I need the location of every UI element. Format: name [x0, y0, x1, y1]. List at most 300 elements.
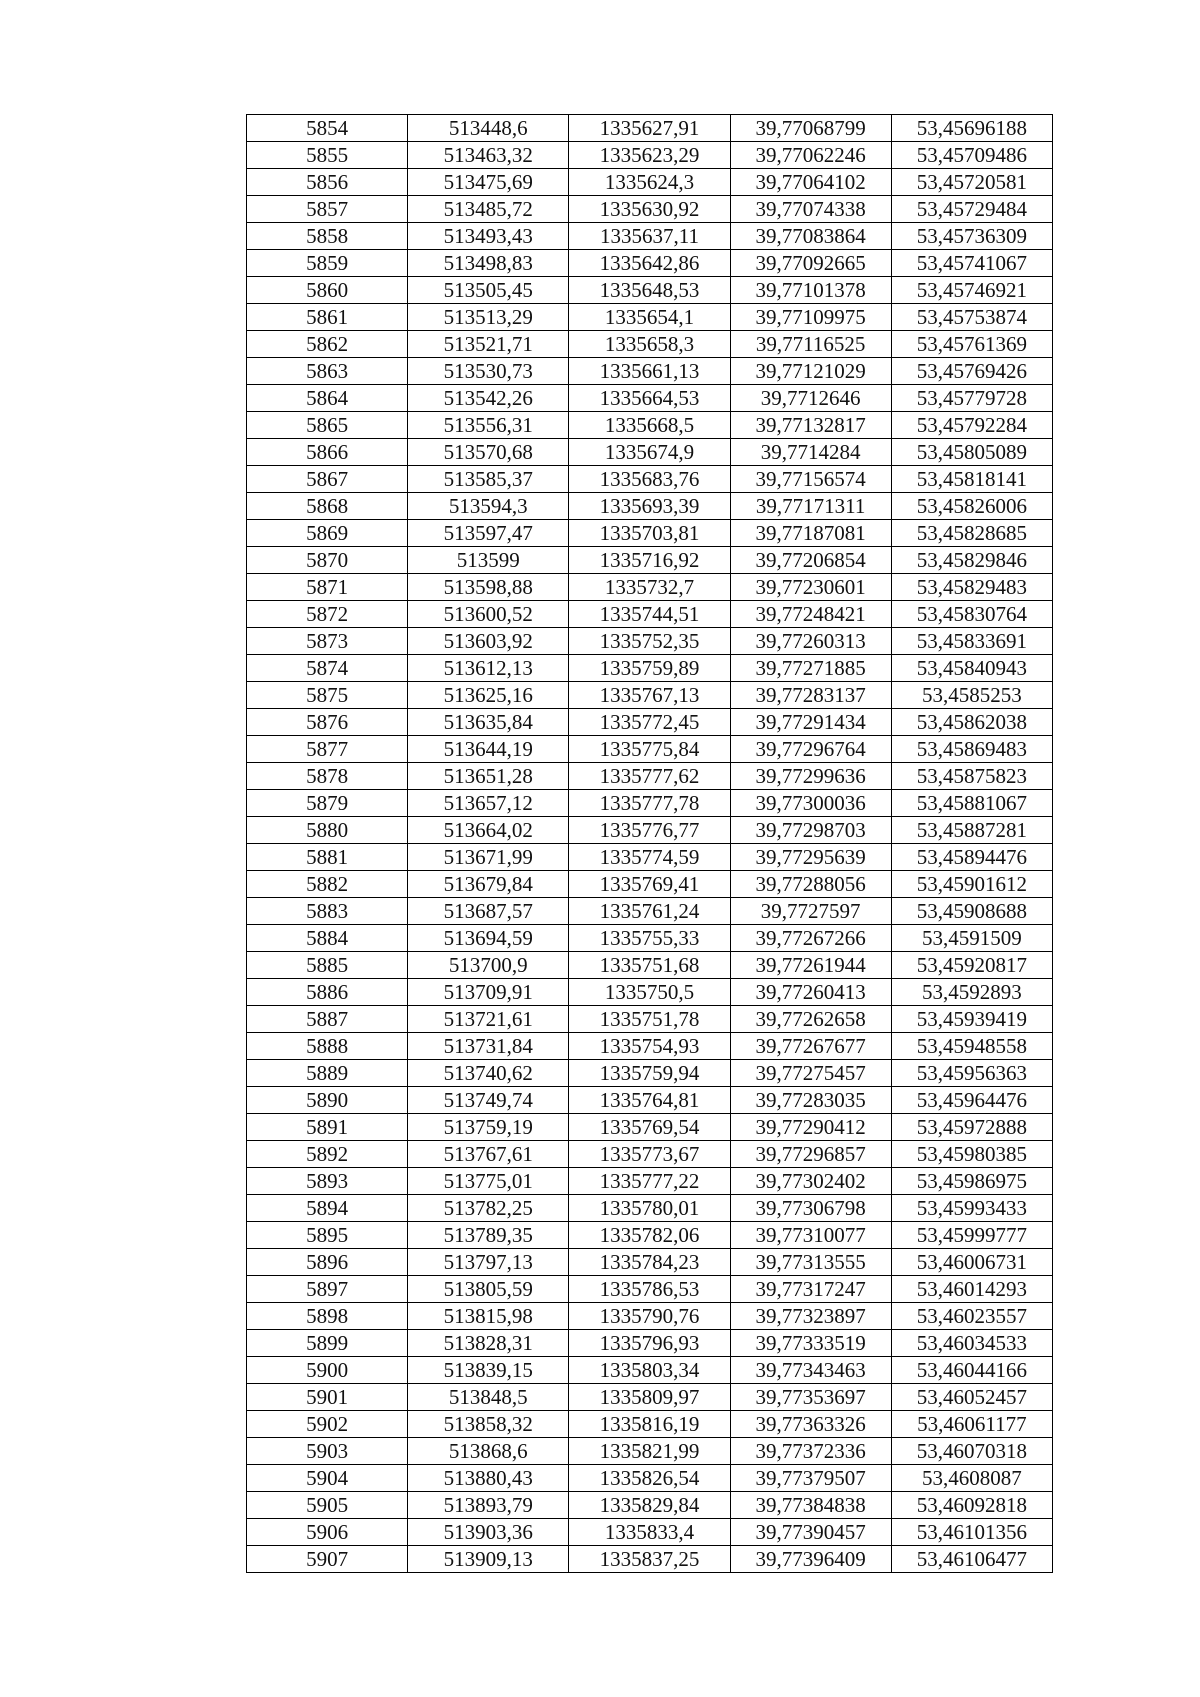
table-row	[247, 358, 1053, 385]
y-coordinate-cell: 1335654,1	[569, 304, 730, 331]
x-coordinate-cell: 513644,19	[408, 736, 569, 763]
x-coordinate-cell: 513868,6	[408, 1438, 569, 1465]
latitude-cell: 53,45993433	[891, 1195, 1052, 1222]
longitude-cell: 39,77288056	[730, 871, 891, 898]
y-coordinate-cell: 1335764,81	[569, 1087, 730, 1114]
point-number-cell: 5864	[247, 385, 408, 412]
latitude-cell: 53,45830764	[891, 601, 1052, 628]
latitude-cell: 53,45999777	[891, 1222, 1052, 1249]
point-number-cell: 5866	[247, 439, 408, 466]
x-coordinate-cell: 513635,84	[408, 709, 569, 736]
latitude-cell: 53,46061177	[891, 1411, 1052, 1438]
point-number-cell: 5876	[247, 709, 408, 736]
y-coordinate-cell: 1335668,5	[569, 412, 730, 439]
x-coordinate-cell: 513759,19	[408, 1114, 569, 1141]
latitude-cell: 53,4591509	[891, 925, 1052, 952]
y-coordinate-cell: 1335744,51	[569, 601, 730, 628]
table-row	[247, 952, 1053, 979]
point-number-cell: 5894	[247, 1195, 408, 1222]
latitude-cell: 53,4592893	[891, 979, 1052, 1006]
x-coordinate-cell: 513858,32	[408, 1411, 569, 1438]
table-row	[247, 1411, 1053, 1438]
table-row	[247, 1492, 1053, 1519]
table-row	[247, 1303, 1053, 1330]
longitude-cell: 39,77271885	[730, 655, 891, 682]
longitude-cell: 39,77261944	[730, 952, 891, 979]
x-coordinate-cell: 513603,92	[408, 628, 569, 655]
point-number-cell: 5870	[247, 547, 408, 574]
longitude-cell: 39,77283035	[730, 1087, 891, 1114]
latitude-cell: 53,45729484	[891, 196, 1052, 223]
latitude-cell: 53,4585253	[891, 682, 1052, 709]
x-coordinate-cell: 513530,73	[408, 358, 569, 385]
table-row	[247, 1384, 1053, 1411]
point-number-cell: 5860	[247, 277, 408, 304]
y-coordinate-cell: 1335796,93	[569, 1330, 730, 1357]
y-coordinate-cell: 1335623,29	[569, 142, 730, 169]
point-number-cell: 5891	[247, 1114, 408, 1141]
point-number-cell: 5895	[247, 1222, 408, 1249]
point-number-cell: 5907	[247, 1546, 408, 1573]
point-number-cell: 5880	[247, 817, 408, 844]
y-coordinate-cell: 1335751,68	[569, 952, 730, 979]
y-coordinate-cell: 1335661,13	[569, 358, 730, 385]
latitude-cell: 53,45769426	[891, 358, 1052, 385]
longitude-cell: 39,77291434	[730, 709, 891, 736]
point-number-cell: 5884	[247, 925, 408, 952]
longitude-cell: 39,77156574	[730, 466, 891, 493]
table-row	[247, 871, 1053, 898]
point-number-cell: 5899	[247, 1330, 408, 1357]
latitude-cell: 53,45829483	[891, 574, 1052, 601]
y-coordinate-cell: 1335767,13	[569, 682, 730, 709]
y-coordinate-cell: 1335784,23	[569, 1249, 730, 1276]
x-coordinate-cell: 513694,59	[408, 925, 569, 952]
table-row	[247, 1114, 1053, 1141]
longitude-cell: 39,77109975	[730, 304, 891, 331]
longitude-cell: 39,77132817	[730, 412, 891, 439]
longitude-cell: 39,77187081	[730, 520, 891, 547]
point-number-cell: 5854	[247, 115, 408, 142]
y-coordinate-cell: 1335803,34	[569, 1357, 730, 1384]
longitude-cell: 39,7727597	[730, 898, 891, 925]
x-coordinate-cell: 513880,43	[408, 1465, 569, 1492]
table-row	[247, 790, 1053, 817]
latitude-cell: 53,46092818	[891, 1492, 1052, 1519]
latitude-cell: 53,45881067	[891, 790, 1052, 817]
x-coordinate-cell: 513485,72	[408, 196, 569, 223]
x-coordinate-cell: 513767,61	[408, 1141, 569, 1168]
table-row	[247, 844, 1053, 871]
longitude-cell: 39,77333519	[730, 1330, 891, 1357]
table-row	[247, 1465, 1053, 1492]
x-coordinate-cell: 513570,68	[408, 439, 569, 466]
table-row	[247, 493, 1053, 520]
x-coordinate-cell: 513749,74	[408, 1087, 569, 1114]
latitude-cell: 53,45741067	[891, 250, 1052, 277]
point-number-cell: 5873	[247, 628, 408, 655]
longitude-cell: 39,77121029	[730, 358, 891, 385]
point-number-cell: 5900	[247, 1357, 408, 1384]
point-number-cell: 5879	[247, 790, 408, 817]
table-row	[247, 115, 1053, 142]
point-number-cell: 5882	[247, 871, 408, 898]
point-number-cell: 5904	[247, 1465, 408, 1492]
y-coordinate-cell: 1335754,93	[569, 1033, 730, 1060]
point-number-cell: 5903	[247, 1438, 408, 1465]
table-row	[247, 1546, 1053, 1573]
longitude-cell: 39,77302402	[730, 1168, 891, 1195]
point-number-cell: 5890	[247, 1087, 408, 1114]
point-number-cell: 5888	[247, 1033, 408, 1060]
point-number-cell: 5901	[247, 1384, 408, 1411]
longitude-cell: 39,77299636	[730, 763, 891, 790]
x-coordinate-cell: 513687,57	[408, 898, 569, 925]
longitude-cell: 39,77068799	[730, 115, 891, 142]
y-coordinate-cell: 1335752,35	[569, 628, 730, 655]
table-row	[247, 574, 1053, 601]
x-coordinate-cell: 513597,47	[408, 520, 569, 547]
point-number-cell: 5898	[247, 1303, 408, 1330]
table-row	[247, 1357, 1053, 1384]
y-coordinate-cell: 1335664,53	[569, 385, 730, 412]
table-row	[247, 655, 1053, 682]
point-number-cell: 5883	[247, 898, 408, 925]
table-row	[247, 1060, 1053, 1087]
point-number-cell: 5855	[247, 142, 408, 169]
longitude-cell: 39,77343463	[730, 1357, 891, 1384]
y-coordinate-cell: 1335637,11	[569, 223, 730, 250]
longitude-cell: 39,77317247	[730, 1276, 891, 1303]
longitude-cell: 39,77248421	[730, 601, 891, 628]
y-coordinate-cell: 1335769,54	[569, 1114, 730, 1141]
point-number-cell: 5885	[247, 952, 408, 979]
longitude-cell: 39,77064102	[730, 169, 891, 196]
x-coordinate-cell: 513493,43	[408, 223, 569, 250]
point-number-cell: 5893	[247, 1168, 408, 1195]
x-coordinate-cell: 513513,29	[408, 304, 569, 331]
y-coordinate-cell: 1335833,4	[569, 1519, 730, 1546]
y-coordinate-cell: 1335780,01	[569, 1195, 730, 1222]
point-number-cell: 5857	[247, 196, 408, 223]
longitude-cell: 39,7714284	[730, 439, 891, 466]
longitude-cell: 39,77300036	[730, 790, 891, 817]
point-number-cell: 5872	[247, 601, 408, 628]
table-row	[247, 1519, 1053, 1546]
x-coordinate-cell: 513599	[408, 547, 569, 574]
point-number-cell: 5886	[247, 979, 408, 1006]
y-coordinate-cell: 1335624,3	[569, 169, 730, 196]
longitude-cell: 39,77230601	[730, 574, 891, 601]
latitude-cell: 53,45826006	[891, 493, 1052, 520]
longitude-cell: 39,77267677	[730, 1033, 891, 1060]
table-row	[247, 628, 1053, 655]
table-row	[247, 601, 1053, 628]
longitude-cell: 39,7712646	[730, 385, 891, 412]
x-coordinate-cell: 513521,71	[408, 331, 569, 358]
y-coordinate-cell: 1335751,78	[569, 1006, 730, 1033]
x-coordinate-cell: 513775,01	[408, 1168, 569, 1195]
longitude-cell: 39,77171311	[730, 493, 891, 520]
latitude-cell: 53,45939419	[891, 1006, 1052, 1033]
latitude-cell: 53,45805089	[891, 439, 1052, 466]
x-coordinate-cell: 513463,32	[408, 142, 569, 169]
y-coordinate-cell: 1335732,7	[569, 574, 730, 601]
latitude-cell: 53,45887281	[891, 817, 1052, 844]
x-coordinate-cell: 513498,83	[408, 250, 569, 277]
latitude-cell: 53,45986975	[891, 1168, 1052, 1195]
y-coordinate-cell: 1335759,89	[569, 655, 730, 682]
x-coordinate-cell: 513671,99	[408, 844, 569, 871]
point-number-cell: 5905	[247, 1492, 408, 1519]
latitude-cell: 53,45753874	[891, 304, 1052, 331]
latitude-cell: 53,45869483	[891, 736, 1052, 763]
table-row	[247, 547, 1053, 574]
table-row	[247, 817, 1053, 844]
table-row	[247, 466, 1053, 493]
latitude-cell: 53,46052457	[891, 1384, 1052, 1411]
table-row	[247, 1006, 1053, 1033]
y-coordinate-cell: 1335782,06	[569, 1222, 730, 1249]
table-row	[247, 1141, 1053, 1168]
longitude-cell: 39,77363326	[730, 1411, 891, 1438]
latitude-cell: 53,46070318	[891, 1438, 1052, 1465]
coordinates-table	[246, 114, 1053, 1573]
table-row	[247, 439, 1053, 466]
latitude-cell: 53,45901612	[891, 871, 1052, 898]
longitude-cell: 39,77260413	[730, 979, 891, 1006]
latitude-cell: 53,45779728	[891, 385, 1052, 412]
x-coordinate-cell: 513448,6	[408, 115, 569, 142]
x-coordinate-cell: 513475,69	[408, 169, 569, 196]
longitude-cell: 39,77083864	[730, 223, 891, 250]
latitude-cell: 53,45948558	[891, 1033, 1052, 1060]
y-coordinate-cell: 1335774,59	[569, 844, 730, 871]
y-coordinate-cell: 1335837,25	[569, 1546, 730, 1573]
point-number-cell: 5892	[247, 1141, 408, 1168]
longitude-cell: 39,77298703	[730, 817, 891, 844]
point-number-cell: 5859	[247, 250, 408, 277]
latitude-cell: 53,45709486	[891, 142, 1052, 169]
latitude-cell: 53,45894476	[891, 844, 1052, 871]
y-coordinate-cell: 1335826,54	[569, 1465, 730, 1492]
latitude-cell: 53,45792284	[891, 412, 1052, 439]
longitude-cell: 39,77283137	[730, 682, 891, 709]
latitude-cell: 53,45908688	[891, 898, 1052, 925]
table-row	[247, 1222, 1053, 1249]
x-coordinate-cell: 513651,28	[408, 763, 569, 790]
x-coordinate-cell: 513893,79	[408, 1492, 569, 1519]
x-coordinate-cell: 513594,3	[408, 493, 569, 520]
latitude-cell: 53,45829846	[891, 547, 1052, 574]
longitude-cell: 39,77101378	[730, 277, 891, 304]
latitude-cell: 53,45761369	[891, 331, 1052, 358]
y-coordinate-cell: 1335755,33	[569, 925, 730, 952]
longitude-cell: 39,77206854	[730, 547, 891, 574]
table-row	[247, 385, 1053, 412]
x-coordinate-cell: 513657,12	[408, 790, 569, 817]
point-number-cell: 5861	[247, 304, 408, 331]
point-number-cell: 5878	[247, 763, 408, 790]
latitude-cell: 53,46044166	[891, 1357, 1052, 1384]
y-coordinate-cell: 1335776,77	[569, 817, 730, 844]
longitude-cell: 39,77062246	[730, 142, 891, 169]
point-number-cell: 5875	[247, 682, 408, 709]
longitude-cell: 39,77116525	[730, 331, 891, 358]
table-row	[247, 682, 1053, 709]
point-number-cell: 5902	[247, 1411, 408, 1438]
x-coordinate-cell: 513789,35	[408, 1222, 569, 1249]
latitude-cell: 53,45828685	[891, 520, 1052, 547]
table-row	[247, 1033, 1053, 1060]
table-row	[247, 1195, 1053, 1222]
longitude-cell: 39,77290412	[730, 1114, 891, 1141]
point-number-cell: 5867	[247, 466, 408, 493]
y-coordinate-cell: 1335693,39	[569, 493, 730, 520]
latitude-cell: 53,45818141	[891, 466, 1052, 493]
longitude-cell: 39,77296764	[730, 736, 891, 763]
table-row	[247, 277, 1053, 304]
x-coordinate-cell: 513903,36	[408, 1519, 569, 1546]
point-number-cell: 5896	[247, 1249, 408, 1276]
y-coordinate-cell: 1335769,41	[569, 871, 730, 898]
longitude-cell: 39,77074338	[730, 196, 891, 223]
y-coordinate-cell: 1335772,45	[569, 709, 730, 736]
table-row	[247, 169, 1053, 196]
y-coordinate-cell: 1335759,94	[569, 1060, 730, 1087]
latitude-cell: 53,45980385	[891, 1141, 1052, 1168]
point-number-cell: 5877	[247, 736, 408, 763]
latitude-cell: 53,45840943	[891, 655, 1052, 682]
table-row	[247, 1249, 1053, 1276]
longitude-cell: 39,77092665	[730, 250, 891, 277]
longitude-cell: 39,77310077	[730, 1222, 891, 1249]
latitude-cell: 53,46023557	[891, 1303, 1052, 1330]
point-number-cell: 5889	[247, 1060, 408, 1087]
latitude-cell: 53,45875823	[891, 763, 1052, 790]
longitude-cell: 39,77262658	[730, 1006, 891, 1033]
latitude-cell: 53,46106477	[891, 1546, 1052, 1573]
table-row	[247, 1087, 1053, 1114]
longitude-cell: 39,77323897	[730, 1303, 891, 1330]
latitude-cell: 53,45920817	[891, 952, 1052, 979]
table-row	[247, 925, 1053, 952]
longitude-cell: 39,77306798	[730, 1195, 891, 1222]
x-coordinate-cell: 513664,02	[408, 817, 569, 844]
x-coordinate-cell: 513731,84	[408, 1033, 569, 1060]
x-coordinate-cell: 513848,5	[408, 1384, 569, 1411]
y-coordinate-cell: 1335716,92	[569, 547, 730, 574]
x-coordinate-cell: 513542,26	[408, 385, 569, 412]
y-coordinate-cell: 1335777,22	[569, 1168, 730, 1195]
longitude-cell: 39,77396409	[730, 1546, 891, 1573]
point-number-cell: 5881	[247, 844, 408, 871]
longitude-cell: 39,77372336	[730, 1438, 891, 1465]
longitude-cell: 39,77353697	[730, 1384, 891, 1411]
point-number-cell: 5897	[247, 1276, 408, 1303]
longitude-cell: 39,77379507	[730, 1465, 891, 1492]
y-coordinate-cell: 1335821,99	[569, 1438, 730, 1465]
x-coordinate-cell: 513679,84	[408, 871, 569, 898]
point-number-cell: 5868	[247, 493, 408, 520]
table-row	[247, 304, 1053, 331]
table-row	[247, 223, 1053, 250]
y-coordinate-cell: 1335786,53	[569, 1276, 730, 1303]
table-row	[247, 1168, 1053, 1195]
latitude-cell: 53,45956363	[891, 1060, 1052, 1087]
y-coordinate-cell: 1335630,92	[569, 196, 730, 223]
latitude-cell: 53,45696188	[891, 115, 1052, 142]
point-number-cell: 5863	[247, 358, 408, 385]
latitude-cell: 53,45720581	[891, 169, 1052, 196]
point-number-cell: 5858	[247, 223, 408, 250]
y-coordinate-cell: 1335658,3	[569, 331, 730, 358]
x-coordinate-cell: 513839,15	[408, 1357, 569, 1384]
table-row	[247, 979, 1053, 1006]
point-number-cell: 5906	[247, 1519, 408, 1546]
y-coordinate-cell: 1335703,81	[569, 520, 730, 547]
latitude-cell: 53,4608087	[891, 1465, 1052, 1492]
latitude-cell: 53,45746921	[891, 277, 1052, 304]
latitude-cell: 53,45972888	[891, 1114, 1052, 1141]
point-number-cell: 5874	[247, 655, 408, 682]
y-coordinate-cell: 1335627,91	[569, 115, 730, 142]
coordinates-table-body	[247, 115, 1053, 1573]
point-number-cell: 5856	[247, 169, 408, 196]
latitude-cell: 53,45964476	[891, 1087, 1052, 1114]
latitude-cell: 53,45862038	[891, 709, 1052, 736]
table-row	[247, 331, 1053, 358]
point-number-cell: 5869	[247, 520, 408, 547]
point-number-cell: 5862	[247, 331, 408, 358]
x-coordinate-cell: 513828,31	[408, 1330, 569, 1357]
y-coordinate-cell: 1335775,84	[569, 736, 730, 763]
y-coordinate-cell: 1335683,76	[569, 466, 730, 493]
longitude-cell: 39,77384838	[730, 1492, 891, 1519]
latitude-cell: 53,46034533	[891, 1330, 1052, 1357]
x-coordinate-cell: 513815,98	[408, 1303, 569, 1330]
table-row	[247, 1330, 1053, 1357]
table-row	[247, 898, 1053, 925]
table-row	[247, 736, 1053, 763]
point-number-cell: 5865	[247, 412, 408, 439]
y-coordinate-cell: 1335750,5	[569, 979, 730, 1006]
table-row	[247, 709, 1053, 736]
x-coordinate-cell: 513612,13	[408, 655, 569, 682]
y-coordinate-cell: 1335773,67	[569, 1141, 730, 1168]
latitude-cell: 53,45736309	[891, 223, 1052, 250]
x-coordinate-cell: 513797,13	[408, 1249, 569, 1276]
x-coordinate-cell: 513505,45	[408, 277, 569, 304]
latitude-cell: 53,46014293	[891, 1276, 1052, 1303]
point-number-cell: 5887	[247, 1006, 408, 1033]
y-coordinate-cell: 1335809,97	[569, 1384, 730, 1411]
y-coordinate-cell: 1335674,9	[569, 439, 730, 466]
y-coordinate-cell: 1335790,76	[569, 1303, 730, 1330]
table-row	[247, 412, 1053, 439]
x-coordinate-cell: 513909,13	[408, 1546, 569, 1573]
y-coordinate-cell: 1335816,19	[569, 1411, 730, 1438]
table-row	[247, 1438, 1053, 1465]
x-coordinate-cell: 513721,61	[408, 1006, 569, 1033]
latitude-cell: 53,46101356	[891, 1519, 1052, 1546]
x-coordinate-cell: 513700,9	[408, 952, 569, 979]
y-coordinate-cell: 1335829,84	[569, 1492, 730, 1519]
point-number-cell: 5871	[247, 574, 408, 601]
y-coordinate-cell: 1335777,62	[569, 763, 730, 790]
table-row	[247, 142, 1053, 169]
latitude-cell: 53,46006731	[891, 1249, 1052, 1276]
